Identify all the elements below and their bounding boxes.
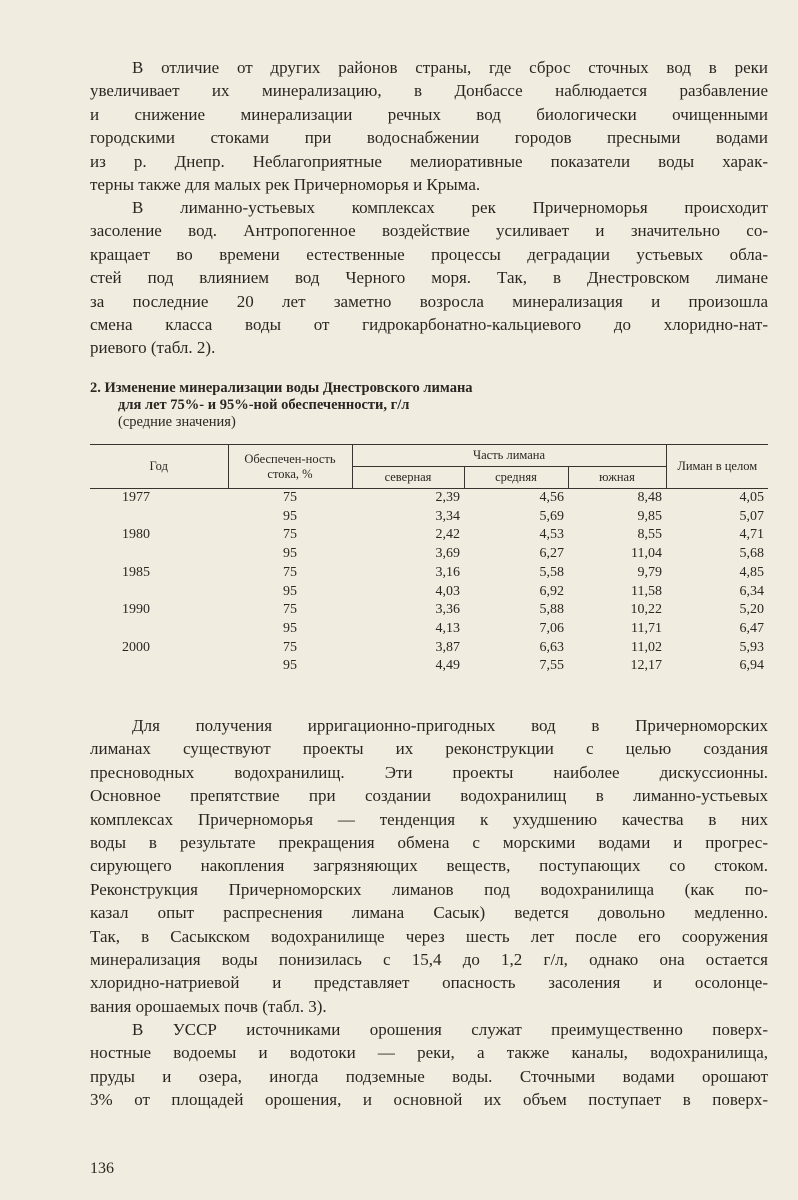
text-line: засоление вод. Антропогенное воздействие усиливает и значительно со-	[90, 221, 768, 241]
cell-north: 2,42	[435, 527, 460, 543]
text-line: за последние 20 лет заметно возросла минерализация и произошла	[90, 291, 768, 311]
text-line: из р. Днепр. Неблагоприятные мелиоративные показатели воды харак-	[90, 151, 768, 171]
text-line: и снижение минерализации речных вод биологически очищенными	[90, 104, 768, 124]
header-whole: Лиман в целом	[666, 445, 768, 489]
cell-south: 11,02	[631, 639, 662, 655]
text-line: 3% от площадей орошения, и основной их объем поступает в поверх-	[90, 1090, 768, 1110]
cell-year	[90, 583, 228, 602]
cell-year	[90, 545, 228, 564]
cell-south: 11,04	[631, 546, 662, 562]
text-line: казал опыт распреснения лимана Сасык) ведется довольно медленно.	[90, 903, 768, 923]
cell-whole: 4,71	[739, 527, 764, 543]
cell-middle: 5,69	[539, 508, 564, 524]
text-line: смена класса воды от гидрокарбонатно-кальциевого до хлоридно-нат-	[90, 314, 768, 334]
table-row	[90, 508, 768, 527]
cell-middle: 4,53	[539, 527, 564, 543]
text-line: риевого (табл. 2).	[90, 338, 216, 358]
text-line: хлоридно-натриевой и представляет опасность засоления и осолонце-	[90, 973, 768, 993]
text-line: В лиманно-устьевых комплексах рек Причерноморья происходит	[132, 198, 768, 217]
text-line: городскими стоками при водоснабжении городов пресными водами	[90, 128, 768, 148]
table-row	[90, 601, 768, 620]
cell-year: 1990	[122, 602, 150, 618]
text-line: комплексах Причерноморья — тенденция к ухудшению качества в них	[90, 809, 768, 829]
table-row	[90, 564, 768, 583]
table-row	[90, 657, 768, 676]
text-line: минерализация воды понизилась с 15,4 до 1,2 г/л, однако она остается	[90, 949, 768, 969]
paragraph-3	[90, 714, 768, 1018]
cell-south: 10,22	[630, 602, 662, 618]
header-part: Часть лимана	[352, 445, 666, 467]
cell-south: 9,85	[637, 508, 662, 524]
text-line: лиманах существуют проекты их реконструкции с целью создания	[90, 739, 768, 759]
cell-middle: 7,55	[539, 658, 564, 674]
cell-security: 95	[283, 658, 297, 674]
cell-security: 75	[283, 527, 297, 543]
cell-security: 75	[283, 490, 297, 505]
cell-whole: 6,94	[739, 658, 764, 674]
cell-year	[90, 657, 228, 676]
table-row	[90, 526, 768, 545]
text-line: В УССР источниками орошения служат преимущественно поверх-	[132, 1020, 768, 1039]
text-line: В отличие от других районов страны, где сброс сточных вод в реки	[132, 58, 768, 77]
header-south: южная	[568, 467, 666, 489]
header-middle: средняя	[464, 467, 568, 489]
table-caption	[90, 380, 473, 431]
cell-year: 2000	[122, 639, 150, 655]
cell-north: 3,34	[435, 508, 460, 524]
cell-north: 3,87	[435, 639, 460, 655]
text-line: вания орошаемых почв (табл. 3).	[90, 996, 327, 1016]
paragraph-4	[90, 1018, 768, 1112]
table-body	[90, 489, 768, 677]
paragraph-2	[90, 196, 768, 360]
cell-south: 8,48	[637, 490, 662, 505]
cell-security: 95	[283, 620, 297, 636]
cell-whole: 6,34	[739, 583, 764, 599]
cell-middle: 6,27	[539, 546, 564, 562]
table-row	[90, 545, 768, 564]
cell-middle: 6,92	[539, 583, 564, 599]
cell-south: 11,71	[631, 620, 662, 636]
table-row	[90, 489, 768, 508]
cell-middle: 7,06	[539, 620, 564, 636]
table-row	[90, 639, 768, 658]
cell-security: 75	[283, 564, 297, 580]
cell-south: 9,79	[637, 564, 662, 580]
cell-whole: 5,68	[739, 546, 764, 562]
cell-whole: 5,93	[739, 639, 764, 655]
cell-security: 95	[283, 583, 297, 599]
cell-north: 3,36	[435, 602, 460, 618]
cell-security: 95	[283, 508, 297, 524]
text-line: кращает во времени естественные процессы деградации устьевых обла-	[90, 244, 768, 264]
cell-whole: 4,85	[739, 564, 764, 580]
table-caption-note: (средние значения)	[118, 414, 236, 430]
cell-south: 8,55	[637, 527, 662, 543]
cell-year: 1985	[122, 564, 150, 580]
text-line: Для получения ирригационно-пригодных вод в Причерноморских	[132, 716, 768, 735]
text-line: сирующего накопления загрязняющих веществ, поступающих со стоком.	[90, 856, 768, 876]
cell-whole: 6,47	[739, 620, 764, 636]
table-caption-subtitle: для лет 75%- и 95%-ной обеспеченности, г/л	[118, 397, 410, 413]
text-line: увеличивает их минерализацию, в Донбассе наблюдается разбавление	[90, 81, 768, 101]
table-caption-title: 2. Изменение минерализации воды Днестровского лимана	[90, 380, 473, 396]
text-line: пресноводных водохранилищ. Эти проекты наиболее дискуссионны.	[90, 762, 768, 782]
text-line: Реконструкция Причерноморских лиманов под водохранилища (как по-	[90, 879, 768, 899]
text-line: Основное препятствие при создании водохранилищ в лиманно-устьевых	[90, 786, 768, 806]
cell-north: 3,69	[435, 546, 460, 562]
cell-year	[90, 620, 228, 639]
cell-whole: 5,07	[739, 508, 764, 524]
text-line: Так, в Сасыкском водохранилище через шесть лет после его сооружения	[90, 926, 768, 946]
paragraph-1	[90, 56, 768, 196]
text-line: воды в результате прекращения обмена с морскими водами и прогрес-	[90, 832, 768, 852]
text-line: пруды и озера, иногда подземные воды. Сточными водами орошают	[90, 1066, 768, 1086]
cell-north: 4,03	[435, 583, 460, 599]
mineralization-table	[90, 444, 768, 676]
cell-year	[90, 508, 228, 527]
cell-year: 1977	[122, 490, 150, 505]
cell-whole: 4,05	[739, 490, 764, 505]
cell-security: 75	[283, 602, 297, 618]
cell-north: 4,49	[435, 658, 460, 674]
header-security: Обеспечен-ность стока, %	[228, 445, 352, 489]
cell-north: 4,13	[435, 620, 460, 636]
cell-middle: 6,63	[539, 639, 564, 655]
cell-whole: 5,20	[739, 602, 764, 618]
text-line: терны также для малых рек Причерноморья и Крыма.	[90, 174, 481, 194]
text-line: ностные водоемы и водотоки — реки, а также каналы, водохранилища,	[90, 1043, 768, 1063]
cell-year: 1980	[122, 527, 150, 543]
cell-security: 95	[283, 546, 297, 562]
cell-south: 11,58	[631, 583, 662, 599]
table-row	[90, 583, 768, 602]
header-year: Год	[90, 445, 228, 489]
table-row	[90, 620, 768, 639]
header-north: северная	[352, 467, 464, 489]
text-line: стей под влиянием вод Черного моря. Так, в Днестровском лимане	[90, 268, 768, 288]
cell-north: 2,39	[435, 490, 460, 505]
cell-south: 12,17	[630, 658, 662, 674]
cell-security: 75	[283, 639, 297, 655]
cell-middle: 4,56	[539, 490, 564, 505]
cell-middle: 5,88	[539, 602, 564, 618]
cell-middle: 5,58	[539, 564, 564, 580]
page-number: 136	[90, 1160, 114, 1177]
cell-north: 3,16	[435, 564, 460, 580]
